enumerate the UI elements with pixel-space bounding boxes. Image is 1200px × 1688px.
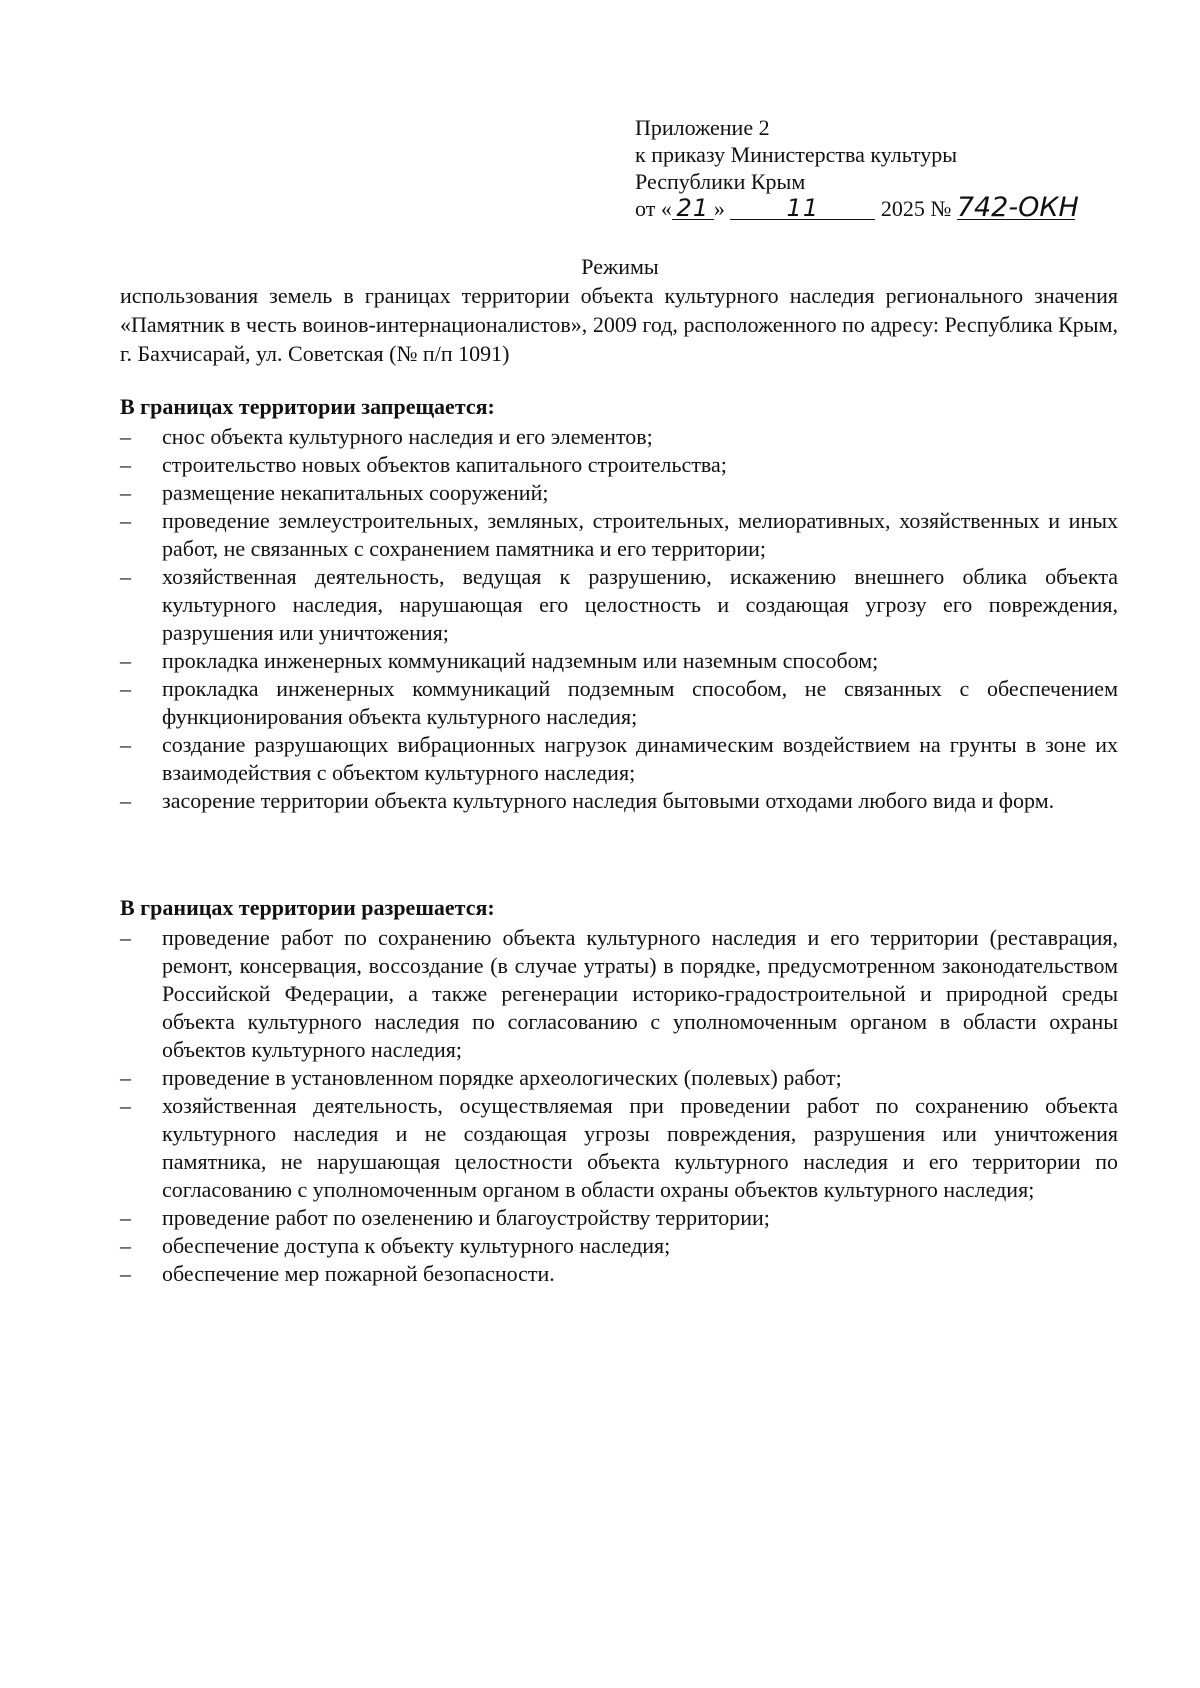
prohibited-heading: В границах территории запрещается: xyxy=(120,394,495,419)
list-item xyxy=(120,787,1118,815)
dash-bullet: – xyxy=(120,732,131,757)
date-mid: » xyxy=(713,196,725,221)
dash-bullet: – xyxy=(120,1205,131,1230)
list-item xyxy=(120,1232,1118,1260)
date-day: 21 xyxy=(672,197,714,220)
appendix-date-line xyxy=(635,192,1115,223)
dash-bullet: – xyxy=(120,508,131,533)
list-item-text: проведение работ по сохранению объекта культурного наследия и его территории (реставрация, ремонт, консервация, воссоздание (в случае утраты) в порядке, предусмотренном законодательством Российской Федерации, а также регенерации историко-градостроительной и природной среды объекта культурного наследия по согласованию с уполномоченным органом в области охраны объектов культурного наследия; xyxy=(162,925,1118,1062)
dash-bullet: – xyxy=(120,1065,131,1090)
prohibited-section xyxy=(120,392,1118,815)
list-item xyxy=(120,1092,1118,1204)
dash-bullet: – xyxy=(120,1233,131,1258)
list-item xyxy=(120,451,1118,479)
list-item-text: хозяйственная деятельность, ведущая к разрушению, искажению внешнего облика объекта культурного наследия, нарушающая его целостность и создающая угрозу его повреждения, разрушения или уничтожения; xyxy=(162,564,1118,645)
dash-bullet: – xyxy=(120,564,131,589)
list-item xyxy=(120,1204,1118,1232)
prohibited-list xyxy=(120,423,1118,815)
dash-bullet: – xyxy=(120,452,131,477)
list-item-text: строительство новых объектов капитального строительства; xyxy=(162,452,727,477)
dash-bullet: – xyxy=(120,1261,131,1286)
date-prefix: от « xyxy=(635,196,672,221)
date-month: 11 xyxy=(730,197,875,220)
allowed-section xyxy=(120,893,1118,1288)
list-item xyxy=(120,1064,1118,1092)
list-item-text: проведение работ по озеленению и благоустройству территории; xyxy=(162,1205,770,1230)
list-item-text: проведение землеустроительных, земляных, строительных, мелиоративных, хозяйственных и иных работ, не связанных с сохранением памятника и его территории; xyxy=(162,508,1118,561)
list-item-text: проведение в установленном порядке археологических (полевых) работ; xyxy=(162,1065,842,1090)
list-item xyxy=(120,731,1118,787)
allowed-list xyxy=(120,924,1118,1288)
list-item-text: обеспечение доступа к объекту культурного наследия; xyxy=(162,1233,671,1258)
date-year: 2025 № xyxy=(880,196,952,221)
list-item-text: обеспечение мер пожарной безопасности. xyxy=(162,1261,555,1286)
dash-bullet: – xyxy=(120,925,131,950)
document-subtitle: использования земель в границах территории объекта культурного наследия регионального значения «Памятник в честь воинов-интернационалистов», 2009 год, расположенного по адресу: Республика Крым, г. Бахчисарай, ул. Советская (№ п/п 1091) xyxy=(120,283,1118,366)
list-item xyxy=(120,479,1118,507)
appendix-header xyxy=(635,114,1115,222)
dash-bullet: – xyxy=(120,480,131,505)
document-title: Режимы xyxy=(581,254,659,279)
list-item-text: снос объекта культурного наследия и его элементов; xyxy=(162,424,653,449)
list-item xyxy=(120,507,1118,563)
list-item xyxy=(120,423,1118,451)
list-item-text: создание разрушающих вибрационных нагрузок динамическим воздействием на грунты в зоне их взаимодействия с объектом культурного наследия; xyxy=(162,732,1118,785)
list-item xyxy=(120,924,1118,1064)
dash-bullet: – xyxy=(120,1093,131,1118)
list-item xyxy=(120,563,1118,647)
dash-bullet: – xyxy=(120,648,131,673)
dash-bullet: – xyxy=(120,424,131,449)
list-item xyxy=(120,1260,1118,1288)
appendix-label: Приложение 2 xyxy=(635,115,770,140)
list-item xyxy=(120,647,1118,675)
list-item-text: хозяйственная деятельность, осуществляемая при проведении работ по сохранению объекта культурного наследия и не создающая угрозы повреждения, разрушения или уничтожения памятника, не нарушающая целостности объекта культурного наследия и его территории по согласованию с уполномоченным органом в области охраны объектов культурного наследия; xyxy=(162,1093,1118,1202)
appendix-region: Республики Крым xyxy=(635,169,806,194)
order-number: 742-ОКН xyxy=(956,192,1079,223)
dash-bullet: – xyxy=(120,676,131,701)
list-item-text: засорение территории объекта культурного наследия бытовыми отходами любого вида и форм. xyxy=(162,788,1055,813)
list-item xyxy=(120,675,1118,731)
appendix-order-ref: к приказу Министерства культуры xyxy=(635,142,958,167)
list-item-text: прокладка инженерных коммуникаций надземным или наземным способом; xyxy=(162,648,879,673)
allowed-heading: В границах территории разрешается: xyxy=(120,895,495,920)
dash-bullet: – xyxy=(120,788,131,813)
list-item-text: размещение некапитальных сооружений; xyxy=(162,480,549,505)
list-item-text: прокладка инженерных коммуникаций подземным способом, не связанных с обеспечением функционирования объекта культурного наследия; xyxy=(162,676,1118,729)
